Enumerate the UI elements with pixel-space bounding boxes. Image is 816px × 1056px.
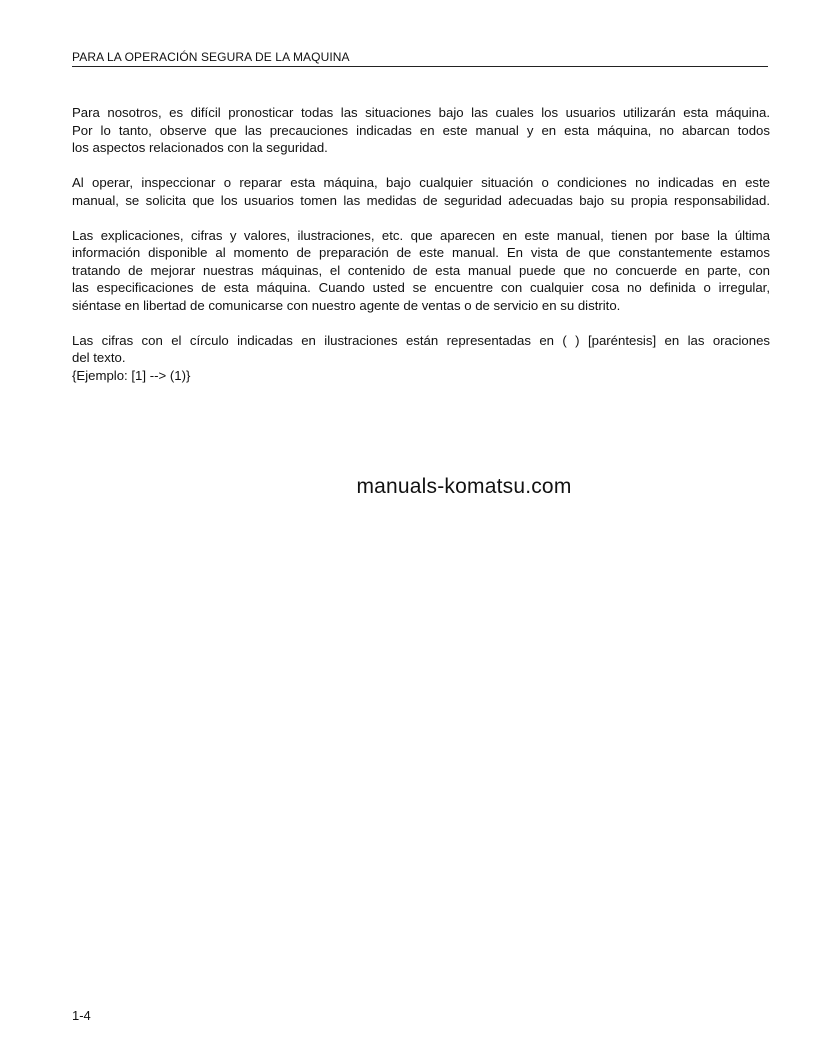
paragraph-line: Para nosotros, es difícil pronosticar todas las situaciones bajo las cuales los usuarios utilizarán esta máquina. [72, 105, 770, 120]
paragraph-line: Las explicaciones, cifras y valores, ilustraciones, etc. que aparecen en este manual, tienen por base la última [72, 227, 770, 243]
header-title: PARA LA OPERACIÓN SEGURA DE LA MAQUINA [72, 50, 350, 64]
paragraph-line: información disponible al momento de preparación de este manual. En vista de que constantemente estamos [72, 245, 770, 260]
paragraph-line: tratando de mejorar nuestras máquinas, el contenido de esta manual puede que no concuerde en parte, con [72, 262, 770, 278]
paragraph-3 [72, 227, 770, 315]
paragraph-line: siéntase en libertad de comunicarse con nuestro agente de ventas o de servicio en su distrito. [72, 297, 621, 313]
paragraph-4 [72, 332, 770, 385]
paragraph-line: del texto. [72, 350, 126, 365]
example-line: {Ejemplo: [1] --> (1)} [72, 367, 191, 383]
paragraph-1 [72, 104, 770, 157]
paragraph-line: Al operar, inspeccionar o reparar esta máquina, bajo cualquier situación o condiciones no indicadas en este [72, 175, 770, 190]
paragraph-line: las especificaciones de esta máquina. Cuando usted se encuentre con cualquier cosa no definida o irregular, [72, 280, 770, 295]
body-content [72, 104, 770, 384]
paragraph-line: Las cifras con el círculo indicadas en ilustraciones están representadas en ( ) [paréntesis] en las oraciones [72, 332, 770, 348]
paragraph-line: los aspectos relacionados con la seguridad. [72, 140, 328, 155]
paragraph-2 [72, 174, 770, 209]
paragraph-line: Por lo tanto, observe que las precauciones indicadas en este manual y en esta máquina, no abarcan todos [72, 122, 770, 138]
watermark-text: manuals-komatsu.com [356, 475, 572, 498]
page-number: 1-4 [72, 1008, 91, 1023]
paragraph-line: manual, se solicita que los usuarios tomen las medidas de seguridad adecuadas bajo su propia responsabilidad. [72, 192, 770, 208]
page-header [72, 50, 768, 67]
